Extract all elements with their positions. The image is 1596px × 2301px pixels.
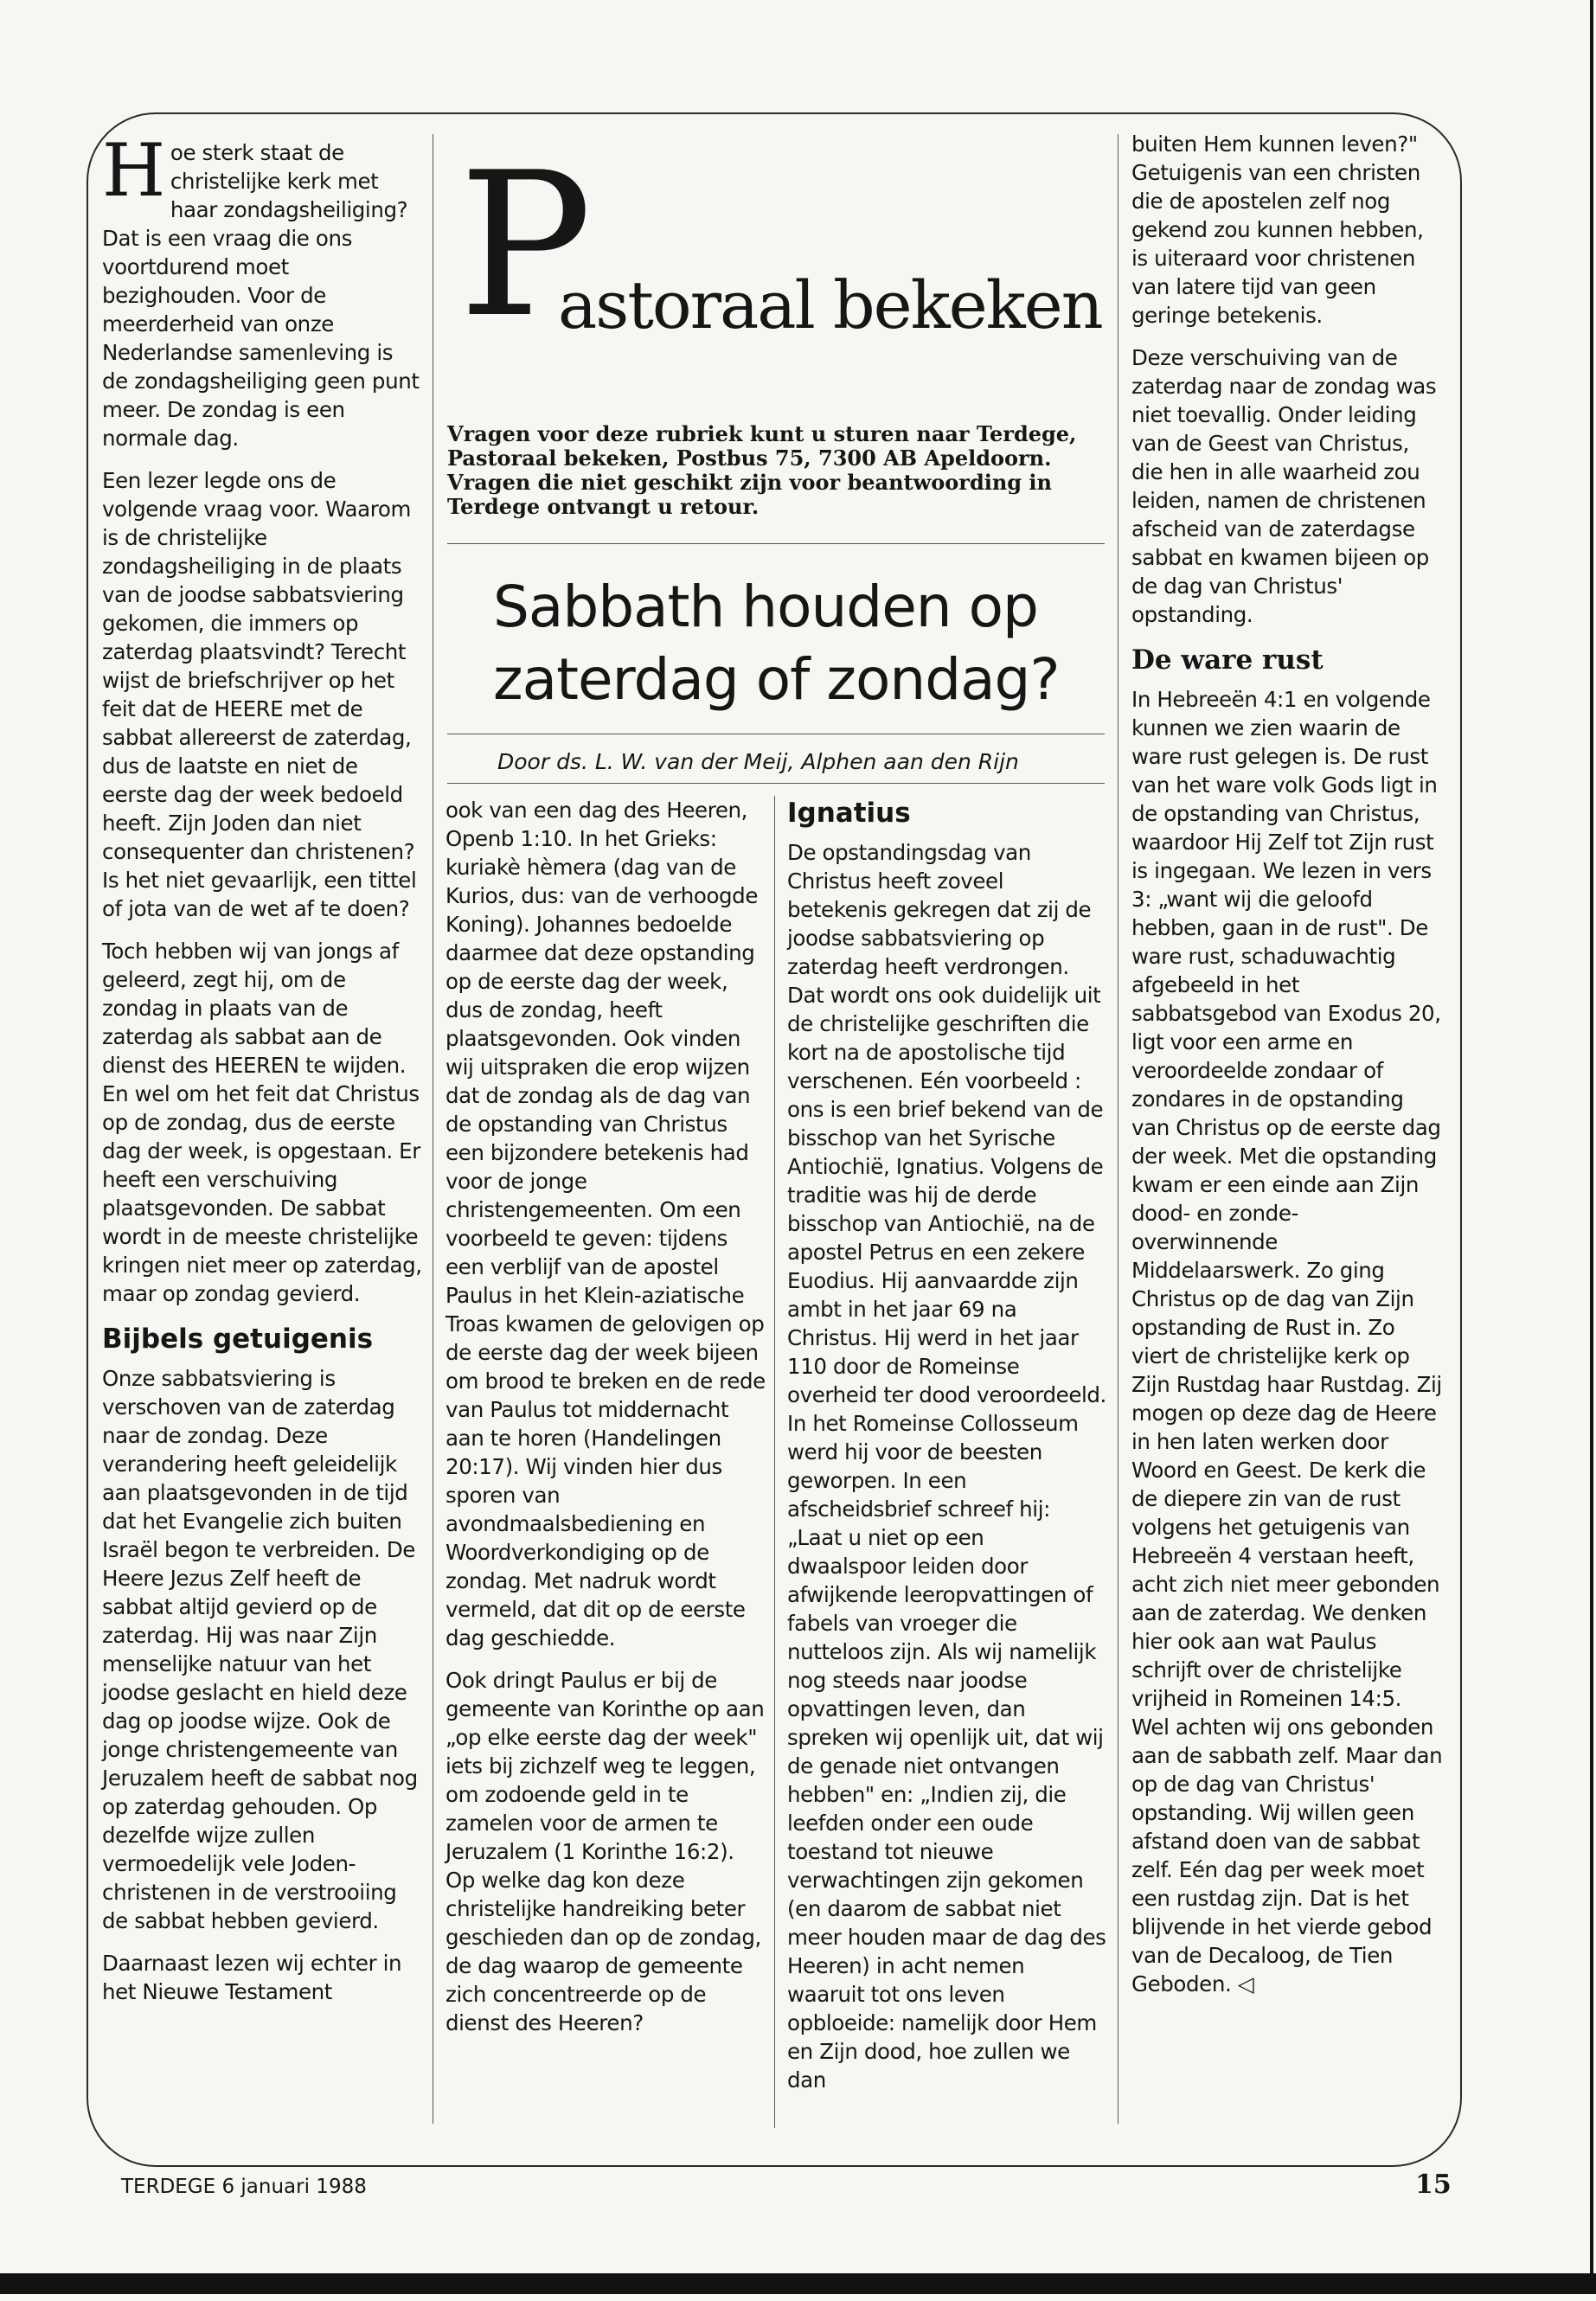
footer-publication: TERDEGE 6 januari 1988 (121, 2176, 367, 2198)
col4-paragraph-1: buiten Hem kunnen leven?" Getuigenis van een christen die de apostelen zelf nog gekend zou kunnen hebben, is uiteraard voor christenen van latere tijd van geen geringe betekenis. (1131, 131, 1424, 328)
col1-paragraph-2: Een lezer legde ons de volgende vraag voor. Waarom is de christelijke zondagsheiliging in de plaats van de joodse sabbatsviering gekomen, die immers op zaterdag plaatsvindt? Terecht wijst de briefschrijver op het feit dat de HEERE met de sabbat allereerst de zaterdag, dus de laatste en niet de eerste dag der week bedoeld heeft. Zijn Joden dan niet consequenter dan christenen? Is het niet gevaarlijk, een tittel of jota van de wet af te doen? (102, 468, 417, 921)
column-rule-middle (774, 796, 775, 2128)
byline: Door ds. L. W. van der Meij, Alphen aan den Rijn (497, 749, 1019, 774)
col1-paragraph-3: Toch hebben wij van jongs af geleerd, zegt hij, om de zondag in plaats van de zaterdag als sabbat aan de dienst des HEEREN te wijden. En wel om het feit dat Christus op de zondag, dus de eerste dag der week, is opgestaan. Er heeft een verschuiving plaatsgevonden. De sabbat wordt in de meeste christelijke kringen niet meer op zaterdag, maar op zondag gevierd. (102, 939, 422, 1306)
col2-paragraph-1: ook van een dag des Heeren, Openb 1:10. In het Grieks: kuriakè hèmera (dag van de Kurios, dus: van de verhoogde Koning). Johannes bedoelde daarmee dat deze opstanding op de eerste dag der week, dus de zondag, heeft plaatsgevonden. Ook vinden wij uitspraken die erop wijzen dat de zondag als de dag van de opstanding van Christus een bijzondere betekenis had voor de jonge christengemeenten. Om een voorbeeld te geven: tijdens een verblijf van de apostel Paulus in het Klein-aziatische Troas kwamen de gelovigen op de eerste dag der week bijeen om brood te breken en de rede van Paulus tot middernacht aan te horen (Handelingen 20:17). Wij vinden hier dus sporen van avondmaalsbediening en Woordverkondiging op de zondag. Met nadruk wordt vermeld, dat dit op de eerste dag geschiedde. (445, 798, 766, 1650)
section-heading-ware-rust: De ware rust (1131, 644, 1324, 676)
col4-paragraph-2: Deze verschuiving van de zaterdag naar de zondag was niet toevallig. Onder leiding van de Geest van Christus, die hen in alle waarheid zou leiden, namen de christenen afscheid van de zaterdagse sabbat en kwamen bijeen op de dag van Christus' opstanding. (1131, 345, 1437, 627)
intro-text: Vragen voor deze rubriek kunt u sturen naar Terdege, Pastoraal bekeken, Postbus 75, 7300 AB Apeldoorn. Vragen die niet geschikt zijn voor beantwoording in Terdege ontvangt u retour. (447, 421, 1077, 519)
masthead-initial: P (458, 131, 593, 362)
col1-paragraph-4: Onze sabbatsviering is verschoven van de zaterdag naar de zondag. Deze verandering heeft geleidelijk aan plaatsgevonden in de tijd dat het Evangelie zich buiten Israël begon te verbreiden. De Heere Jezus Zelf heeft de sabbat altijd gevierd op de zaterdag. Hij was naar Zijn menselijke natuur van het joodse geslacht en hield deze dag op joodse wijze. Ook de jonge christengemeente van Jeruzalem heeft de sabbat nog op zaterdag gehouden. Op dezelfde wijze zullen vermoedelijk vele Joden-christenen in de verstrooiing de sabbat hebben gevierd. (102, 1366, 418, 1933)
masthead-title: astoraal bekeken (558, 266, 1102, 343)
col1-paragraph-1: Hoe sterk staat de christelijke kerk met haar zondagsheiliging? Dat is een vraag die ons voortdurend moet bezighouden. Voor de meerderheid van onze Nederlandse samenleving is de zondagsheiliging geen punt meer. De zondag is een normale dag. (102, 128, 420, 451)
column-3 (787, 796, 1107, 2108)
column-2 (445, 796, 766, 2051)
col4-paragraph-3: In Hebreeën 4:1 en volgende kunnen we zien waarin de ware rust gelegen is. De rust van het ware volk Gods ligt in de opstanding van Christus, waardoor Hij Zelf tot Zijn rust is ingegaan. We lezen in vers 3: „want wij die geloofd hebben, gaan in de rust". De ware rust, schaduwachtig afgebeeld in het sabbatsgebod van Exodus 20, ligt voor een arme en veroordeelde zondaar of zondares in de opstanding van Christus op de eerste dag der week. Met die opstanding kwam er een einde aan Zijn dood- en zonde-overwinnende Middelaarswerk. Zo ging Christus op de dag van Zijn opstanding de Rust in. Zo viert de christelijke kerk op Zijn Rustdag haar Rustdag. Zij mogen op deze dag de Heere in hen laten werken door Woord en Geest. De kerk die de diepere zin van de rust volgens het getuigenis van Hebreeën 4 verstaan heeft, acht zich niet meer gebonden aan de zaterdag. We denken hier ook aan wat Paulus schrijft over de christelijke vrijheid in Romeinen 14:5. Wel achten wij ons gebonden aan de sabbath zelf. Maar dan op de dag van Christus' opstanding. Wij willen geen afstand doen van de sabbat zelf. Eén dag per week moet een rustdag zijn. Dat is het blijvende in het vierde gebod van de Decaloog, de Tien Geboden. ◁ (1131, 687, 1443, 1997)
col1-paragraph-5: Daarnaast lezen wij echter in het Nieuwe Testament (102, 1951, 402, 2004)
scan-bottom-bar (0, 2273, 1596, 2294)
col3-paragraph-1: De opstandingsdag van Christus heeft zoveel betekenis gekregen dat zij de joodse sabbatsviering op zaterdag heeft verdrongen. Dat wordt ons ook duidelijk uit de christelijke geschriften die kort na de apostolische tijd verschenen. Eén voorbeeld : ons is een brief bekend van de bisschop van het Syrische Antiochië, Ignatius. Volgens de traditie was hij de derde bisschop van Antiochië, na de apostel Petrus en een zekere Euodius. Hij aanvaardde zijn ambt in het jaar 69 na Christus. Hij werd in het jaar 110 door de Romeinse overheid ter dood veroordeeld. In het Romeinse Collosseum werd hij voor de beesten geworpen. In een afscheidsbrief schreef hij: „Laat u niet op een dwaalspoor leiden door afwijkende leeropvattingen of fabels van vroeger die nutteloos zijn. Als wij namelijk nog steeds naar joodse opvattingen leven, dan spreken wij openlijk uit, dat wij de genade niet ontvangen hebben" en: „Indien zij, die leefden onder een oude toestand tot nieuwe verwachtingen zijn gekomen (en daarom de sabbat niet meer houden maar de dag des Heeren) in acht nemen waaruit tot ons leven opbloeide: namelijk door Hem en Zijn dood, hoe zullen we dan (787, 840, 1106, 2093)
page-number: 15 (1415, 2170, 1452, 2200)
byline-rule (447, 783, 1105, 784)
headline-line-2: zaterdag of zondag? (493, 646, 1060, 713)
col2-paragraph-2: Ook dringt Paulus er bij de gemeente van Korinthe op aan „op elke eerste dag der week" iets bij zichzelf weg te leggen, om zodoende geld in te zamelen voor de armen te Jeruzalem (1 Korinthe 16:2). Op welke dag kon deze christelijke handreiking beter geschieden dan op de zondag, de dag waarop de gemeente zich concentreerde op de dienst des Heeren? (445, 1668, 765, 2035)
column-4 (1131, 130, 1445, 2012)
section-heading-ignatius: Ignatius (787, 798, 911, 829)
intro-rule (447, 543, 1105, 544)
headline-line-1: Sabbath houden op (493, 574, 1038, 640)
article-headline (493, 571, 1099, 716)
drop-cap: H (102, 128, 165, 213)
column-1 (102, 128, 422, 2020)
section-heading-bijbels: Bijbels getuigenis (102, 1324, 374, 1355)
scan-edge (1590, 0, 1593, 2275)
masthead (458, 131, 1116, 363)
